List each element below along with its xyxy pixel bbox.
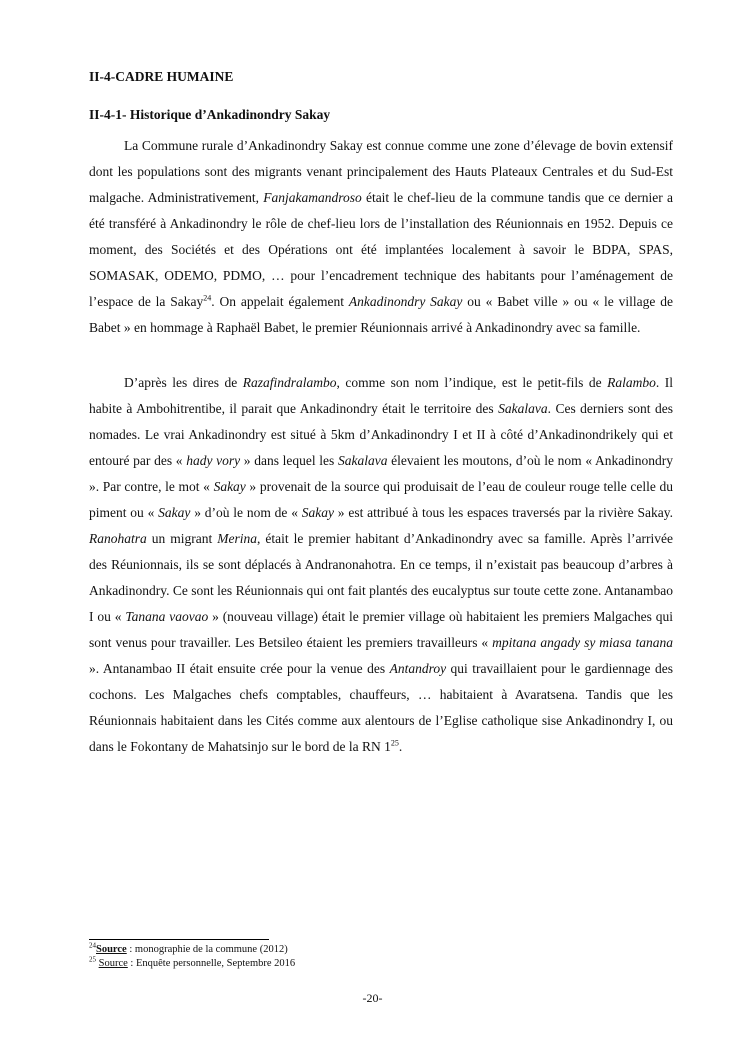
text-segment: . Ces derniers sont des nomades. Le vrai Ankadinondry est situé à 5km d’Ankadinondry I et II à côté d’Ankadinondrikely qui et entouré par des « xyxy=(89,401,673,468)
italic-term: Ankadinondry Sakay xyxy=(348,294,463,309)
paragraph-2 xyxy=(89,370,673,760)
text-segment: ou « Babet ville » ou « le village de Babet » en hommage à Raphaël Babet, le premier Réunionnais arrivé à Ankadinondry avec sa famille. xyxy=(89,294,674,335)
text-segment: » provenait de la source qui produisait de l’eau de couleur rouge telle celle du piment ou « xyxy=(89,479,673,520)
italic-term: hady vory xyxy=(186,453,241,468)
footnote-text: : monographie de la commune (2012) xyxy=(126,944,288,955)
italic-term: Sakay xyxy=(301,505,334,520)
italic-term: Fanjakamandroso xyxy=(263,190,362,205)
text-segment: . xyxy=(398,739,403,754)
italic-term: Razafindralambo xyxy=(242,375,337,390)
footnote-number: 25 xyxy=(89,955,96,964)
italic-term: mpitana angady sy miasa tanana xyxy=(492,635,673,650)
footnote-text: : Enquête personnelle, Septembre 2016 xyxy=(127,958,296,969)
footnote-ref: 24 xyxy=(203,293,212,303)
text-segment: . On appelait également xyxy=(211,294,349,309)
italic-term: Tanana vaovao xyxy=(125,609,209,624)
text-segment: » d’où le nom de « xyxy=(190,505,302,520)
italic-term: Ralambo xyxy=(607,375,656,390)
text-segment: , était le premier habitant d’Ankadinondry avec sa famille. Après l’arrivée des Réunionnais, ils se sont déplacés à Andranonahotra. En ce temps, il n’existait pas beaucoup d’arbres à Ankadinondry. Ce sont les Réunionnais qui ont fait plantés des eucalyptus sur toute cette zone. Antanambao I ou « xyxy=(89,531,673,624)
footnote-number: 24 xyxy=(89,941,96,950)
text-segment: » dans lequel les xyxy=(240,453,338,468)
italic-term: Sakalava xyxy=(498,401,548,416)
footnote-ref: 25 xyxy=(390,738,399,748)
footnote-source-label: Source xyxy=(98,958,128,969)
italic-term: Sakay xyxy=(213,479,246,494)
paragraph-1 xyxy=(89,133,673,341)
italic-term: Ranohatra xyxy=(89,531,147,546)
text-segment: » (nouveau village) était le premier village où habitaient les premiers Malgaches qui sont venus pour travailler. Les Betsileo étaient les premiers travailleurs « xyxy=(89,609,673,650)
italic-term: Antandroy xyxy=(389,661,447,676)
text-segment: » est attribué à tous les espaces traversés par la rivière Sakay. xyxy=(333,505,673,520)
text-segment: ». Antanambao II était ensuite crée pour la venue des xyxy=(89,661,390,676)
text-segment: qui travaillaient pour le gardiennage des cochons. Les Malgaches chefs comptables, chauffeurs, … habitaient à Avaratsena. Tandis que les Réunionnais habitaient dans les Cités comme aux alentours de l’Eglise catholique sise Ankadinondry I, ou dans le Fokontany de Mahatsinjo sur le bord de la RN 1 xyxy=(89,661,674,754)
page-number: -20- xyxy=(362,991,383,1005)
section-heading: II-4-CADRE HUMAINE xyxy=(89,69,234,84)
text-segment: D’après les dires de xyxy=(124,375,243,390)
subsection-heading: II-4-1- Historique d’Ankadinondry Sakay xyxy=(89,107,331,122)
footnote-separator xyxy=(89,939,269,940)
italic-term: Sakay xyxy=(158,505,191,520)
italic-term: Merina xyxy=(217,531,258,546)
text-segment: un migrant xyxy=(146,531,218,546)
text-segment: élevaient les moutons, d’où le nom « Ankadinondry ». Par contre, le mot « xyxy=(89,453,674,494)
text-segment: était le chef-lieu de la commune tandis que ce dernier a été transféré à Ankadinondry le rôle de chef-lieu lors de l’installation des Réunionnais en 1952. Depuis ce moment, des Sociétés et des Opérations ont été implantées localement à savoir le BDPA, SPAS, SOMASAK, ODEMO, PDMO, … pour l’encadrement technique des habitants pour l’aménagement de l’espace de la Sakay xyxy=(89,190,673,309)
text-segment: , comme son nom l’indique, est le petit-fils de xyxy=(336,375,608,390)
footnote-source-label: Source xyxy=(96,944,127,955)
text-segment: La Commune rurale d’Ankadinondry Sakay est connue comme une zone d’élevage de bovin extensif dont les populations sont des migrants venant principalement des Hauts Plateaux Centrales et du Sud-Est malgache. Administrativement, xyxy=(89,138,673,205)
footnote-25 xyxy=(89,955,296,969)
footnote-24 xyxy=(89,941,288,955)
italic-term: Sakalava xyxy=(338,453,388,468)
text-segment: . Il habite à Ambohitrentibe, il parait que Ankadinondry était le territoire des xyxy=(89,375,674,416)
